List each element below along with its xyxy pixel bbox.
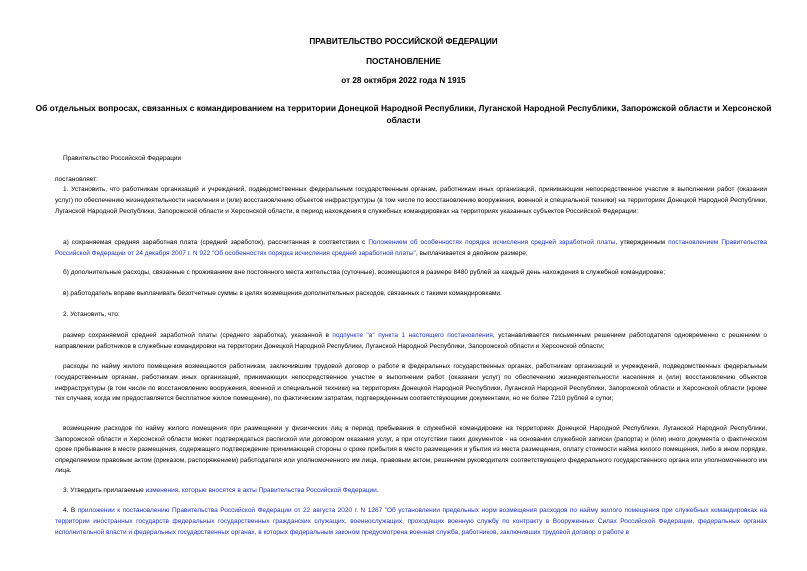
paragraph-2c: возмещение расходов по найму жилого помещения при размещении у физических лиц в период пребывания в служебной командировке на территориях Донецкой Народной Республики, Луганской Народной Республики, Запорожской области и Херсонской области может подтверждаться распиской или договором оказания услуг, а при отсутствии таких документов - на основании служебной записки (рапорта) и (или) иного документа о фактическом сроке пребывания в месте размещения, содержащего подтверждение принимающей стороны о сроке прибытия в место размещения и убытия из места размещения, оплату стоимости найма жилого помещения, либо в ином порядке, определяемом правовым актом (приказом, распоряжением) работодателя или уполномоченного им лица, правовым актом, решением руководителя соответствующего федерального государственного органа или уполномоченного им лица. (55, 425, 767, 475)
paragraph-3 (55, 486, 767, 497)
paragraph-2b: расходы по найму жилого помещения возмещаются работникам, заключившим трудовой договор о работе в федеральных государственных органах, работникам организаций и учреждений, подведомственных федеральным государственным органам, работникам иных организаций, принимающих непосредственное участие в выполнении работ (оказании услуг) по обеспечению жизнедеятельности населения и (или) восстановлению объектов инфраструктуры (в том числе по восстановлению вооружения, военной и специальной техники) на территориях Донецкой Народной Республики, Луганской Народной Республики, Запорожской области и Херсонской области (кроме тех случаев, когда им предоставляется бесплатное жилое помещение), по фактическим затратам, подтвержденным соответствующими документами, но не более 7210 рублей в сутки; (55, 363, 767, 403)
paragraph-1b: б) дополнительные расходы, связанные с проживанием вне постоянного места жительства (суточные), возмещаются в размере 8480 рублей за каждый день нахождения в служебной командировке; (63, 269, 666, 276)
subparagraph-a-link[interactable]: подпункте "а" пункта 1 настоящего постановления (332, 332, 493, 339)
document-title: Об отдельных вопросах, связанных с командированием на территории Донецкой Народной Республики, Луганской Народной Республики, Запорожской области и Херсонской области (35, 103, 772, 125)
paragraph-2a-text-end: , устанавливается письменным решением работодателя одновременно с решением о направлении работников в служебные командировки на территории Донецкой Народной Республики, Луганской Народной Республики, Запорожской области и Херсонской области; (55, 332, 767, 350)
government-heading: ПРАВИТЕЛЬСТВО РОССИЙСКОЙ ФЕДЕРАЦИИ (309, 37, 498, 46)
resolution-1267-link[interactable]: приложении к постановлению Правительства Российской Федерации от 22 августа 2020 г. N 1267 "Об установлении предельных норм возмещения расходов по найму жилого помещения при служебных командировках на территории иностранных государств федеральных государственных гражданских служащих, военнослужащих, проходящих военную службу по контракту в Вооруженных Силах Российской Федерации, федеральных органах исполнительной власти и федеральных государственных органах, в которых федеральным законом предусмотрена военная служба, работников, заключивших трудовой договор о работе в (55, 507, 767, 536)
regulation-link[interactable]: Положением об особенностях порядка исчисления средней заработной платы (368, 239, 616, 246)
date-number-heading: от 28 октября 2022 года N 1915 (341, 76, 466, 85)
paragraph-4-text-start: 4. В (63, 507, 78, 514)
paragraph-4 (55, 506, 767, 538)
resolution-922-link[interactable]: постановлением Правительства Российской Федерации от 24 декабря 2007 г. N 922 "Об особенностях порядка исчисления средней заработной платы" (55, 239, 768, 257)
paragraph-1a-text-mid: , утвержденным (615, 239, 669, 246)
paragraph-1a-text-start: а) сохраняемая средняя заработная плата (средний заработок), рассчитанная в соответствии с (63, 239, 369, 246)
decrees-paragraph: постановляет: (55, 176, 98, 183)
document-type-heading: ПОСТАНОВЛЕНИЕ (366, 57, 441, 66)
paragraph-1: 1. Установить, что работникам организаций и учреждений, подведомственных федеральным государственным органам, работникам иных организаций, принимающим непосредственное участие в выполнении работ (оказании услуг) по обеспечению жизнедеятельности населения и (или) восстановлению объектов инфраструктуры (в том числе по восстановлению вооружения, военной и специальной техники) на территориях Донецкой Народной Республики, Луганской Народной Республики, Запорожской области и Херсонской области, в период нахождения в служебных командировках на территориях указанных субъектов Российской Федерации: (55, 186, 767, 215)
paragraph-2a-text-start: размер сохраняемой средней заработной платы (среднего заработка), указанной в (63, 332, 333, 339)
paragraph-2a (55, 331, 767, 353)
amendments-link[interactable]: изменения, которые вносятся в акты Правительства Российской Федерации (145, 487, 377, 494)
paragraph-2: 2. Установить, что: (63, 311, 120, 318)
paragraph-3-text-end: . (376, 487, 379, 494)
paragraph-3-text-start: 3. Утвердить прилагаемые (63, 487, 146, 494)
paragraph-1c: в) работодатель вправе выплачивать безотчетные суммы в целях возмещения дополнительных расходов, связанных с такими командировками. (63, 290, 502, 297)
paragraph-1a (55, 238, 767, 260)
intro-paragraph: Правительство Российской Федерации (63, 155, 182, 162)
paragraph-1a-text-end: , выплачивается в двойном размере; (415, 249, 528, 257)
